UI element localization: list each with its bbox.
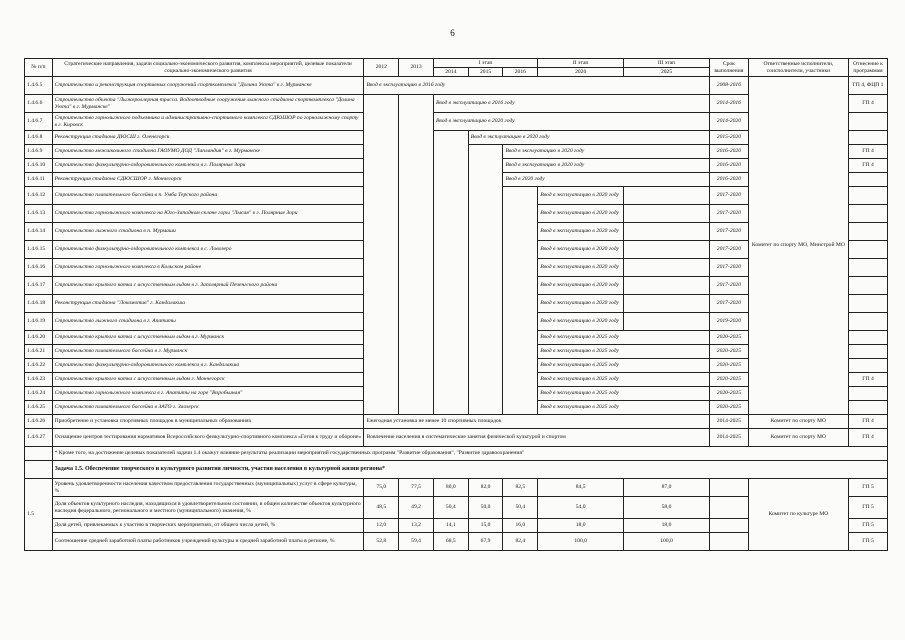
- row-name: Строительство физкультурно-оздоровительного комплекса в г. Кандалакша: [52, 359, 364, 373]
- row-term: 2020-2025: [709, 359, 748, 373]
- header-stage-3: III этап: [624, 59, 710, 68]
- header-2020: 2020: [538, 68, 624, 77]
- row-term: 2008-2016: [709, 77, 748, 95]
- indicator-value: 82,5: [503, 479, 538, 497]
- row-program: [849, 359, 888, 373]
- row-term: 2017-2020: [709, 205, 748, 223]
- indicator-value: 82,0: [468, 479, 503, 497]
- row-term: 2014-2025: [709, 415, 748, 429]
- header-2025: 2025: [624, 68, 710, 77]
- row-term: 2014-2016: [709, 95, 748, 113]
- row-name: Строительство горнолыжного комплекса в Кольском районе: [52, 259, 364, 277]
- row-no: 1.4.6.22: [25, 359, 53, 373]
- row-program: [849, 259, 888, 277]
- indicator-value: 54,0: [538, 497, 624, 519]
- row-program: ГП 4: [849, 373, 888, 387]
- row-name: Строительство лыжного стадиона в г. Апатиты: [52, 313, 364, 331]
- indicator-name: Доля объектов культурного наследия, находящихся в удовлетворительном состоянии, в общем количестве объектов культурного наследия федерального, регионального и местного (муниципального) значения, %: [52, 497, 364, 519]
- timeline-bar: Ввод в эксплуатацию в 2025 году: [538, 387, 710, 401]
- row-name: Строительство крытого катка с искусственным льдом в г. Заполярный Печенгского района: [52, 277, 364, 295]
- row-no: 1.4.6.13: [25, 205, 53, 223]
- indicator-value: 84,5: [538, 479, 624, 497]
- indicator-name: Доля детей, привлекаемых к участию в творческих мероприятиях, от общего числа детей, %: [52, 519, 364, 533]
- header-2014: 2014: [433, 68, 468, 77]
- timeline-bar: Ввод в эксплуатацию в 2016 году: [364, 77, 710, 95]
- row-term: 2017-2020: [709, 223, 748, 241]
- row-term: 2017-2020: [709, 187, 748, 205]
- header-2012: 2012: [364, 59, 399, 77]
- timeline-bar: Ввод в эксплуатацию в 2020 году: [503, 159, 710, 173]
- row-no: 1.4.6.21: [25, 345, 53, 359]
- indicator-value: 87,0: [624, 479, 710, 497]
- row-responsible: Комитет по спорту МО: [748, 429, 848, 447]
- timeline-bar: Ввод в эксплуатацию в 2020 году: [503, 145, 710, 159]
- row-program: ГП 4: [849, 159, 888, 173]
- row-term: 2020-2025: [709, 373, 748, 387]
- row-name: Строительство и реконструкция спортивных сооружений спорткомплекса "Долина Уюта" в г. Мурманске: [52, 77, 364, 95]
- row-term: 2017-2020: [709, 277, 748, 295]
- row-program: ГП 4: [849, 429, 888, 447]
- table-row: [25, 77, 888, 95]
- indicator-value: 18,0: [538, 519, 624, 533]
- row-name: Строительство горнолыжного комплекса на Юго-Западном склоне горы "Лысая" в г. Полярные Зори: [52, 205, 364, 223]
- row-no: 1.4.6.10: [25, 159, 53, 173]
- row-program: [849, 241, 888, 259]
- table-row: [25, 429, 888, 447]
- row-program: [849, 131, 888, 145]
- row-program: [849, 277, 888, 295]
- row-term: 2016-2020: [709, 145, 748, 159]
- row-name: Строительство плавательного бассейна в г. Мурманск: [52, 345, 364, 359]
- row-term: 2020-2025: [709, 387, 748, 401]
- row-no: 1.4.6.9: [25, 145, 53, 159]
- row-no: 1.4.6.20: [25, 331, 53, 345]
- task-row: [25, 461, 888, 479]
- task-responsible: Комитет по культуре МО: [748, 479, 848, 551]
- table-row: [25, 415, 888, 429]
- row-term: 2015-2020: [709, 131, 748, 145]
- row-program: [849, 401, 888, 415]
- responsible-block: Комитет по спорту МО, Минстрой МО: [748, 77, 848, 415]
- row-no: 1.4.6.23: [25, 373, 53, 387]
- footnote: * Кроме того, на достижение целевых показателей задачи 1.4 окажут влияние результаты реализации мероприятий государственных программ "Развитие образования", "Развитие здравоохранения": [52, 447, 887, 461]
- header-programs: Отнесение к программам: [849, 59, 888, 77]
- row-program: [849, 173, 888, 187]
- indicator-value: 80,0: [433, 479, 468, 497]
- timeline-bar: Ввод в эксплуатацию в 2020 году: [433, 113, 709, 131]
- row-term: 2020-2025: [709, 401, 748, 415]
- indicator-value: 50,0: [468, 497, 503, 519]
- timeline-bar: Ввод в эксплуатацию в 2020 году: [538, 259, 624, 277]
- row-term: 2014-2020: [709, 113, 748, 131]
- row-span: Вовлечение населения в систематические занятия физической культурой и спортом: [364, 429, 710, 447]
- row-no: 1.4.6.14: [25, 223, 53, 241]
- row-no: 1.4.6.16: [25, 259, 53, 277]
- row-name: Строительство горнолыжного комплекса в г. Апатиты на горе "Воробьиная": [52, 387, 364, 401]
- row-program: [849, 205, 888, 223]
- header-direction: Стратегические направления, задачи социально-экономического развития, комплексы мероприятий, целевые показатели социально-экономического развития: [52, 59, 364, 77]
- row-term: 2020-2025: [709, 331, 748, 345]
- timeline-bar: Ввод в эксплуатацию в 2020 году: [538, 313, 624, 331]
- row-no: 1.4.6.11: [25, 173, 53, 187]
- indicators-body: [25, 479, 888, 551]
- measures-body: [25, 77, 888, 415]
- indicator-name: Соотношение средней заработной платы работников учреждений культуры и средней заработной платы в регионе, %: [52, 533, 364, 551]
- header-stage-2: II этап: [538, 59, 624, 68]
- row-no: 1.4.6.19: [25, 313, 53, 331]
- row-name: Строительство плавательного бассейна в ЗАТО г. Заозерск: [52, 401, 364, 415]
- timeline-bar: Ввод в эксплуатацию в 2020 году: [538, 277, 624, 295]
- row-name: Реконструкция стадиона "Локомотив" г. Кандалакша: [52, 295, 364, 313]
- indicator-value: 52,8: [364, 533, 399, 551]
- row-span: Ежегодная установка не менее 10 спортивных площадок: [364, 415, 710, 429]
- row-name: Оснащение центров тестирования нормативов Всероссийского физкультурно-спортивного комплекса «Готов к труду и обороне»: [52, 429, 364, 447]
- timeline-bar: Ввод в эксплуатацию в 2020 году: [538, 223, 624, 241]
- indicator-value: 14,1: [433, 519, 468, 533]
- header-2013: 2013: [399, 59, 434, 77]
- timeline-bar: Ввод в эксплуатацию в 2020 году: [468, 131, 709, 145]
- timeline-bar: Ввод в эксплуатацию в 2025 году: [538, 331, 710, 345]
- indicator-name: Уровень удовлетворенности населения качеством предоставления государственных (муниципальных) услуг в сфере культуры, %: [52, 479, 364, 497]
- indicator-value: 13,2: [399, 519, 434, 533]
- row-no: 1.4.6.25: [25, 401, 53, 415]
- row-no: 1.4.6.7: [25, 113, 53, 131]
- row-program: [849, 223, 888, 241]
- indicator-value: 12,0: [364, 519, 399, 533]
- task-title: Задача 1.5. Обеспечение творческого и культурного развития личности, участия населения в культурной жизни региона*: [52, 461, 887, 479]
- row-name: Строительство межшкольного стадиона ГАОУМО ДОД "Лапландия" в г. Мурманске: [52, 145, 364, 159]
- timeline-bar: Ввод в эксплуатацию в 2020 году: [538, 187, 624, 205]
- row-term: 2019-2020: [709, 313, 748, 331]
- indicator-value: 100,0: [538, 533, 624, 551]
- indicator-value: 16,0: [503, 519, 538, 533]
- row-no: 1.4.6.8: [25, 131, 53, 145]
- row-no: 1.4.6.26: [25, 415, 53, 429]
- header-responsible: Ответственные исполнители, соисполнители, участники: [748, 59, 848, 77]
- strategy-table: [24, 58, 888, 551]
- row-program: ГП 4: [849, 145, 888, 159]
- timeline-bar: Ввод в эксплуатацию в 2025 году: [538, 373, 710, 387]
- row-name: Строительство крытого катка с искусственным льдом г. Мончегорск: [52, 373, 364, 387]
- row-program: [849, 331, 888, 345]
- indicator-value: 48,5: [364, 497, 399, 519]
- row-responsible: Комитет по спорту МО: [748, 415, 848, 429]
- row-name: Строительство плавательного бассейна в п. Умба Терского района: [52, 187, 364, 205]
- row-term: 2017-2020: [709, 295, 748, 313]
- indicator-program: ГП 5: [849, 497, 888, 519]
- row-name: Приобретение и установка спортивных площадок в муниципальных образованиях: [52, 415, 364, 429]
- indicator-value: 50,4: [433, 497, 468, 519]
- row-program: [849, 113, 888, 131]
- header-term: Срок выполнения: [709, 59, 748, 77]
- indicator-value: 67,9: [468, 533, 503, 551]
- row-no: 1.4.6.24: [25, 387, 53, 401]
- indicator-value: 50,4: [503, 497, 538, 519]
- timeline-bar: Ввод в эксплуатацию в 2016 году: [433, 95, 709, 113]
- row-program: [849, 387, 888, 401]
- indicator-value: 68,5: [433, 533, 468, 551]
- row-term: 2017-2020: [709, 241, 748, 259]
- timeline-bar: Ввод в эксплуатацию в 2020 году: [538, 295, 624, 313]
- timeline-bar: Ввод в эксплуатацию в 2020 году: [538, 241, 624, 259]
- row-name: Строительство объекта "Лыжероллерная трасса. Водоотводные сооружения лыжного стадиона спорткомплекса "Долина Уюта" в г. Мурманске": [52, 95, 364, 113]
- indicator-value: 77,5: [399, 479, 434, 497]
- indicator-value: 75,0: [364, 479, 399, 497]
- row-program: [849, 345, 888, 359]
- header-2015: 2015: [468, 68, 503, 77]
- timeline-bar: Ввод в 2020 году: [503, 173, 710, 187]
- indicator-value: 58,0: [624, 497, 710, 519]
- row-term: 2014-2025: [709, 429, 748, 447]
- indicator-program: ГП 5: [849, 519, 888, 533]
- row-name: Реконструкция стадиона ДЮСШ г. Оленегорск: [52, 131, 364, 145]
- timeline-bar: Ввод в эксплуатацию в 2020 году: [538, 205, 624, 223]
- timeline-bar: Ввод в эксплуатацию в 2025 году: [538, 359, 710, 373]
- row-program: ГП 4, ФЦП 1: [849, 77, 888, 95]
- row-no: 1.4.6.15: [25, 241, 53, 259]
- page-number: 6: [450, 28, 455, 38]
- indicator-program: ГП 5: [849, 533, 888, 551]
- indicator-value: 15,0: [468, 519, 503, 533]
- row-program: [849, 187, 888, 205]
- row-name: Реконструкция стадиона СДЮСШОР г. Мончегорск: [52, 173, 364, 187]
- note-row: [25, 447, 888, 461]
- indicator-value: 82,4: [503, 533, 538, 551]
- indicator-value: 49,2: [399, 497, 434, 519]
- timeline-bar: Ввод в эксплуатацию в 2025 году: [538, 345, 710, 359]
- row-program: ГП 4: [849, 415, 888, 429]
- row-name: Строительство физкультурно-оздоровительного комплекса в с. Ловозеро: [52, 241, 364, 259]
- header-2016: 2016: [503, 68, 538, 77]
- indicator-row: [25, 479, 888, 497]
- row-no: 1.4.6.6: [25, 95, 53, 113]
- header-no: № п/п: [25, 59, 53, 77]
- indicator-value: 59,4: [399, 533, 434, 551]
- row-name: Строительство горнолыжного подъемника и административно-спортивного комплекса СДЮШОР по горнолыжному спорту в г. Кировск: [52, 113, 364, 131]
- indicator-value: 100,0: [624, 533, 710, 551]
- row-no: 1.4.6.12: [25, 187, 53, 205]
- row-name: Строительство лыжного стадиона в п. Мурмаши: [52, 223, 364, 241]
- row-no: 1.4.6.27: [25, 429, 53, 447]
- row-name: Строительство физкультурно-оздоровительного комплекса в г. Полярные Зори: [52, 159, 364, 173]
- row-term: 2016-2020: [709, 173, 748, 187]
- indicator-program: ГП 5: [849, 479, 888, 497]
- row-program: [849, 313, 888, 331]
- indicator-value: 18,0: [624, 519, 710, 533]
- row-program: ГП 4: [849, 95, 888, 113]
- row-name: Строительство крытого катка с искусственным льдом в г. Мурманск: [52, 331, 364, 345]
- row-no: 1.4.6.17: [25, 277, 53, 295]
- header-stage-1: I этап: [433, 59, 537, 68]
- row-term: 2020-2025: [709, 345, 748, 359]
- task-no: 1.5: [25, 479, 53, 551]
- row-program: [849, 295, 888, 313]
- row-no: 1.4.6.5: [25, 77, 53, 95]
- row-no: 1.4.6.18: [25, 295, 53, 313]
- timeline-bar: Ввод в эксплуатацию в 2025 году: [538, 401, 710, 415]
- row-term: 2017-2020: [709, 259, 748, 277]
- row-term: 2016-2020: [709, 159, 748, 173]
